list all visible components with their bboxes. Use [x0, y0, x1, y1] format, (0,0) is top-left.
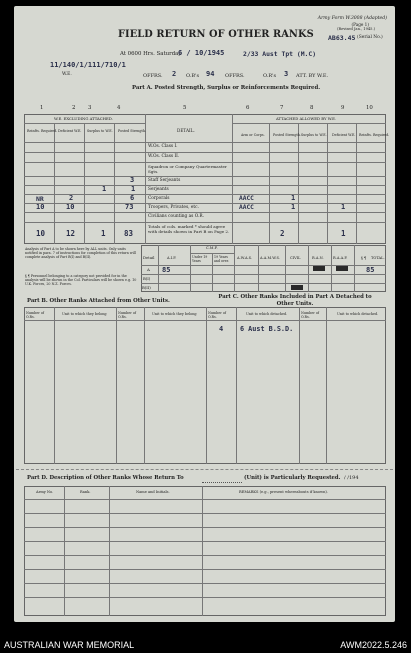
row-serjeants: Serjeants — [148, 187, 169, 192]
obs-value: 94 — [206, 70, 215, 78]
form-title: FIELD RETURN OF OTHER RANKS — [118, 29, 314, 40]
row-staff-serjeants: Staff Serjeants — [148, 178, 181, 183]
revised-date: (Revised Jan., 1945.) — [337, 27, 375, 31]
part-d-unit-text: (Unit) is Particularly Requested. — [244, 475, 341, 481]
analysis-table — [141, 245, 386, 292]
redaction-mark — [313, 266, 325, 271]
obs2-label: O.R's — [263, 73, 277, 79]
serial-label: (Serial No.) — [357, 35, 383, 40]
part-b-title: Part B. Other Ranks Attached from Other Units. — [27, 298, 170, 304]
row-troopers: Troopers, Privates, etc. — [148, 205, 199, 210]
analysis-note: Analysis of Part A to be shown here by ALL units. Only units notified in para. 7 of instructions for completion of this return will complete analysis of Part B(I) and B(II). — [25, 247, 136, 260]
redaction-mark — [336, 266, 348, 271]
part-c-number: 4 — [219, 325, 224, 333]
att-label: ATT. BY W.E. — [296, 73, 329, 79]
row-totals: Totals of cols. marked * should agree with details shown in Part B on Page 2. — [148, 224, 230, 234]
we-label: W.E. — [62, 72, 72, 77]
return-date: 6 / 10/1945 — [178, 49, 225, 57]
offrs-label: OFFRS. — [143, 73, 163, 79]
perforation — [16, 469, 393, 470]
serial-number: AB63.45 — [328, 34, 356, 42]
we-reference: 11/140/1/111/710/1 — [50, 61, 126, 69]
we-excluding-attached: W.E. EXCLUDING ATTACHED. — [54, 116, 113, 121]
footer-attribution: AUSTRALIAN WAR MEMORIAL — [4, 640, 135, 650]
obs-label: O.B's — [186, 73, 200, 79]
obs2-value: 3 — [284, 70, 289, 78]
form-reference: Army Form W.3008 (Adapted) — [317, 16, 387, 21]
part-a-title: Part A. Posted Strength, Surplus or Reinforcements Required. — [132, 85, 321, 91]
footer-accession-number: AWM2022.5.246 — [340, 640, 407, 650]
part-c-unit: 6 Aust B.S.D. — [240, 325, 294, 333]
unit-name: 2/33 Aust Tpt (M.C) — [243, 50, 317, 58]
offrs-value: 2 — [172, 70, 177, 78]
part-b-c-table — [24, 307, 386, 464]
detail-label: DETAIL. — [177, 128, 195, 133]
part-c-title: Part C. Other Ranks Included in Part A Detached to Other Units. — [218, 294, 372, 307]
part-d-date: / /194 — [344, 475, 359, 481]
at-line: At 0600 Hrs. Saturday — [120, 51, 182, 57]
page-number: (Page 1) — [351, 22, 369, 27]
row-wo-class-2: W.Os. Class II. — [148, 154, 180, 159]
form-sheet: Army Form W.3008 (Adapted) (Page 1) (Revised Jan., 1945.) AB63.45 (Serial No.) FIELD RETURN OF OTHER RANKS At 0600 Hrs. Saturday 6 / 10/1945 2/33 Aust Tpt (M.C) 11/140/1/111/710/1 W.E. OFFRS. 2 O.B's 94 OFFRS. O.R's 3 ATT. BY W.E. Part A. Posted Strength, Surplus or Reinforcements Required. 1 2 3 4 5 6 7 8 9 10 W.E. EXCLUDING ATTACHED. ATTACHED ALLOWED BY W.E. Reinfts. Required. Deficient W.E. Surplus to W.E. Posted Strength. DETAIL. Arm or Corps. Posted Strength. Surplus to W.E. Deficient W.E. Reinfts. Required. W.Os. Class I. W.Os. Class II. Squadron or Company Quartermaster Sgts. Staff Serjeants Serjeants Corporals Troopers, Privates, etc. Civilians counting as O.R. Totals of cols. marked * should agree with details shown in Part B on Page 2. 3 1 1 NR 2 6 10 10 73 10 12 1 83 AACC 1 AACC 1 1 2 1 Analysis of Part A to be shown here by ALL units. Only units notified in para. 7 of instructions for completion of this return will complete analysis of Part B(I) and B(II). § ¶ Personnel belonging to a category not provided for in the analysis will be shown in the Col. Particulars will be shown e.g. 10 U.K. Forces, 20 N.Z. Forces. Detail A B(I) B(II) A.I.F. C.M.F. Under 19 Years 19 Years and over. A.W.A.S. A.A.M.W.S. CIVIL R.A.N. R.A.A.F. § ¶ TOTAL. 85 85 Part B. Other Ranks Attached from Other Units. Part C. Other Ranks Included in Part A Detached to Other Units. Number of O.Rs. Unit to which they belong Number of O.Rs. Unit to which they belong Number of O.Rs. Unit to which detached. Number of O.Rs. Unit to which detached. 4 6 Aust B.S.D. Part D. Description of Other Ranks Whose Return To (Unit) is Particularly Requested. / /194 Army No. Rank. Name and Initials. REMARKS (e.g., present whereabouts if known). — [14, 6, 395, 622]
part-d-title: Part D. Description of Other Ranks Whose Return To — [27, 475, 184, 481]
analysis-note-2: § ¶ Personnel belonging to a category not provided for in the analysis will be shown in the Col. Particulars will be shown e.g. 10 U.K. Forces, 20 N.Z. Forces. — [25, 274, 137, 287]
redaction-mark — [291, 285, 303, 290]
row-corporals: Corporals — [148, 196, 170, 201]
aif-value: 85 — [162, 266, 171, 274]
row-wo-class-1: W.Os. Class I. — [148, 144, 178, 149]
row-civilians: Civilians counting as O.R. — [148, 214, 204, 219]
row-quartermaster: Squadron or Company Quartermaster Sgts. — [148, 164, 227, 174]
attached-allowed: ATTACHED ALLOWED BY W.E. — [276, 116, 337, 121]
total-value: 85 — [366, 266, 375, 274]
offrs2-label: OFFRS. — [225, 73, 245, 79]
